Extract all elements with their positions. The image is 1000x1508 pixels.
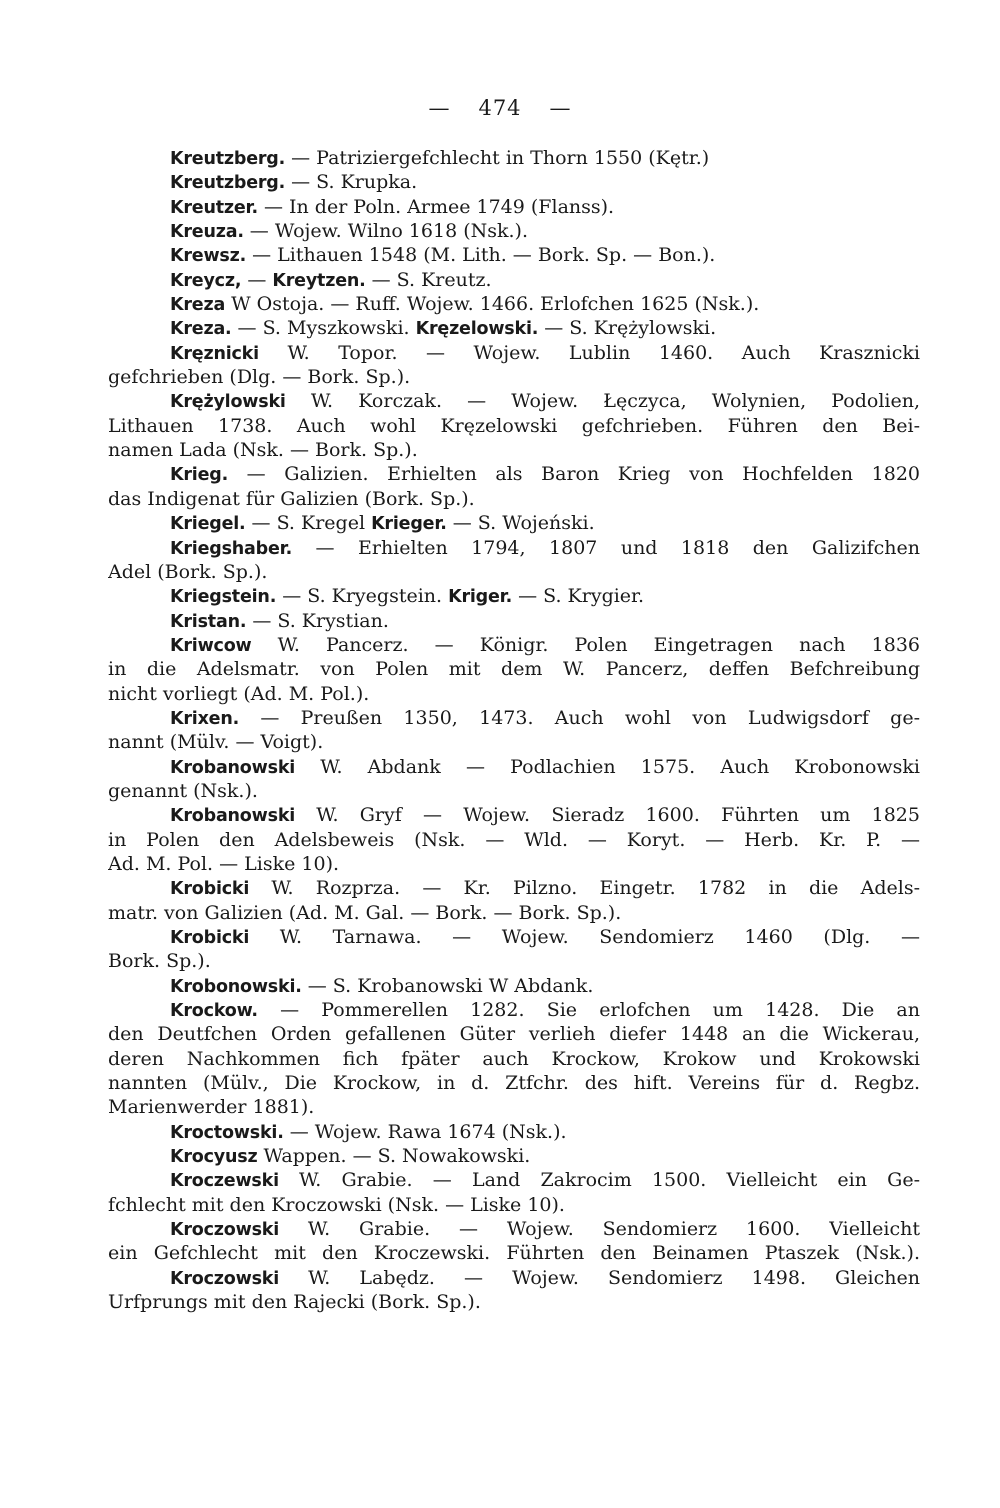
entry-headword: Krobanowski bbox=[170, 806, 296, 827]
entry-text: — Pommerellen 1282. Sie erlofchen um 1428. Die an bbox=[257, 999, 920, 1022]
entry-text: — bbox=[241, 268, 273, 291]
entry-text: genannt (Nsk.). bbox=[108, 779, 258, 802]
entry-headword: Krobicki bbox=[170, 928, 250, 948]
entry-headword: Kreytzen. bbox=[272, 270, 366, 291]
text-line bbox=[108, 1144, 920, 1168]
text-line bbox=[108, 292, 920, 316]
entry-text: — S. Krobanowski W Abdank. bbox=[301, 974, 594, 997]
entry-text: W. Grabie. — Land Zakrocim 1500. Vielleicht ein Ge- bbox=[278, 1169, 920, 1192]
entry-text: — Wojew. Rawa 1674 (Nsk.). bbox=[283, 1120, 567, 1143]
entry-text: in die Adelsmatr. von Polen mit dem W. Pancerz, deffen Befchreibung bbox=[108, 658, 920, 681]
entry-text: — Erhielten 1794, 1807 und 1818 den Galizifchen bbox=[292, 536, 920, 559]
text-line bbox=[108, 1290, 920, 1314]
entry-text: — S. Krupka. bbox=[285, 171, 418, 194]
entry-headword: Kriger. bbox=[448, 587, 513, 608]
text-line bbox=[108, 828, 920, 852]
entry-headword: Krobonowski. bbox=[170, 976, 302, 997]
entry-headword: Kristan. bbox=[170, 611, 247, 632]
text-line bbox=[108, 779, 920, 803]
entry-text: — Lithauen 1548 (M. Lith. — Bork. Sp. — Bon.). bbox=[246, 244, 716, 267]
text-line bbox=[108, 901, 920, 925]
text-line bbox=[108, 365, 920, 389]
text-line bbox=[108, 1217, 920, 1241]
entry-text: — S. Krężylowski. bbox=[538, 317, 717, 340]
entry-headword: Krixen. bbox=[170, 708, 240, 729]
text-line bbox=[108, 195, 920, 219]
entry-headword: Krockow. bbox=[170, 1001, 258, 1022]
entry-text: namen Lada (Nsk. — Bork. Sp.). bbox=[108, 439, 418, 462]
text-line bbox=[108, 682, 920, 706]
entry-text: W Ostoja. — Ruff. Wojew. 1466. Erlofchen 1625 (Nsk.). bbox=[225, 293, 760, 316]
entry-headword: Kręzelowski. bbox=[415, 319, 539, 340]
entry-text: W. Gryf — Wojew. Sieradz 1600. Führten um 1825 bbox=[295, 804, 920, 827]
entry-text: Lithauen 1738. Auch wohl Kręzelowski gefchrieben. Führen den Bei- bbox=[108, 414, 920, 437]
entry-headword: Kriegstein. bbox=[170, 587, 277, 608]
entry-headword: Kroctowski. bbox=[170, 1122, 284, 1143]
entry-headword: Kriegshaber. bbox=[170, 538, 293, 559]
entry-text: den Deutfchen Orden gefallenen Güter verlieh diefer 1448 an die Wickerau, bbox=[108, 1023, 920, 1046]
text-line bbox=[108, 584, 920, 608]
entry-text: matr. von Galizien (Ad. M. Gal. — Bork. — Bork. Sp.). bbox=[108, 901, 622, 924]
entry-headword: Krieger. bbox=[371, 514, 447, 535]
entry-text: fchlecht mit den Kroczowski (Nsk. — Liske 10). bbox=[108, 1193, 565, 1216]
page-number-dash-left: — bbox=[428, 96, 451, 120]
text-line bbox=[108, 1095, 920, 1119]
entry-text: nannten (Mülv., Die Krockow, in d. Ztfchr. des hift. Vereins für d. Regbz. bbox=[108, 1072, 920, 1095]
entry-text: Bork. Sp.). bbox=[108, 950, 211, 973]
entry-headword: Kreza bbox=[170, 295, 226, 316]
entry-text: — S. Myszkowski. bbox=[231, 317, 416, 340]
text-line bbox=[108, 243, 920, 267]
entry-text: Urfprungs mit den Rajecki (Bork. Sp.). bbox=[108, 1291, 481, 1314]
text-line bbox=[108, 268, 920, 292]
entry-text: nannt (Mülv. — Voigt). bbox=[108, 731, 324, 754]
entry-headword: Kreutzer. bbox=[170, 197, 258, 218]
entry-headword: Kroczowski bbox=[170, 1220, 280, 1241]
entry-text: — Patriziergefchlecht in Thorn 1550 (Kętr.) bbox=[285, 147, 710, 169]
entry-text: gefchrieben (Dlg. — Bork. Sp.). bbox=[108, 366, 411, 389]
text-line bbox=[108, 730, 920, 754]
entry-headword: Kriegel. bbox=[170, 514, 246, 535]
entry-headword: Krieg. bbox=[170, 465, 229, 486]
text-line bbox=[108, 1266, 920, 1290]
text-line bbox=[108, 1071, 920, 1095]
entry-headword: Kriwcow bbox=[170, 635, 252, 656]
entry-text: — S. Kreutz. bbox=[365, 268, 492, 291]
entry-headword: Kreycz, bbox=[170, 270, 242, 291]
entry-text: Adel (Bork. Sp.). bbox=[108, 560, 268, 583]
entry-headword: Kreutzberg. bbox=[170, 173, 286, 194]
text-line bbox=[108, 706, 920, 730]
text-line bbox=[108, 146, 920, 170]
text-line bbox=[108, 1168, 920, 1192]
text-line bbox=[108, 389, 920, 413]
entry-text: W. Tarnawa. — Wojew. Sendomierz 1460 (Dlg. — bbox=[249, 926, 920, 948]
page-number-dash-right: — bbox=[549, 96, 572, 120]
text-line bbox=[108, 755, 920, 779]
text-line bbox=[108, 852, 920, 876]
text-line bbox=[108, 487, 920, 511]
entry-headword: Krężylowski bbox=[170, 392, 286, 413]
page-number-value: 474 bbox=[478, 96, 522, 120]
entry-text: ein Gefchlecht mit den Kroczewski. Führten den Beinamen Ptaszek (Nsk.). bbox=[108, 1242, 920, 1265]
text-line bbox=[108, 998, 920, 1022]
entry-text: — In der Poln. Armee 1749 (Flanss). bbox=[257, 195, 615, 218]
text-line bbox=[108, 536, 920, 560]
text-line bbox=[108, 949, 920, 973]
page-number bbox=[0, 96, 1000, 120]
entry-text: Ad. M. Pol. — Liske 10). bbox=[108, 852, 340, 875]
text-line bbox=[108, 609, 920, 633]
text-line bbox=[108, 657, 920, 681]
text-line bbox=[108, 1241, 920, 1265]
text-line bbox=[108, 1022, 920, 1046]
text-line bbox=[108, 511, 920, 535]
entry-headword: Kreuza. bbox=[170, 222, 244, 243]
text-line bbox=[108, 438, 920, 462]
text-line bbox=[108, 341, 920, 365]
text-line bbox=[108, 462, 920, 486]
entry-text: — S. Krystian. bbox=[246, 609, 389, 632]
text-line bbox=[108, 170, 920, 194]
text-line bbox=[108, 219, 920, 243]
text-line bbox=[108, 316, 920, 340]
entry-headword: Kręznicki bbox=[170, 343, 259, 364]
entry-text: W. Abdank — Podlachien 1575. Auch Krobonowski bbox=[295, 755, 920, 778]
text-line bbox=[108, 1120, 920, 1144]
text-line bbox=[108, 414, 920, 438]
entry-headword: Krewsz. bbox=[170, 246, 247, 267]
entry-text: — S. Krygier. bbox=[512, 585, 645, 608]
entry-text: — S. Wojeński. bbox=[446, 512, 595, 535]
entry-text: deren Nachkommen fich fpäter auch Krockow, Krokow und Krokowski bbox=[108, 1047, 920, 1070]
entry-text: das Indigenat für Galizien (Bork. Sp.). bbox=[108, 487, 475, 510]
entry-text: — Preußen 1350, 1473. Auch wohl von Ludwigsdorf ge- bbox=[239, 706, 920, 729]
entry-headword: Krobicki bbox=[170, 879, 250, 900]
text-line bbox=[108, 1193, 920, 1217]
entry-headword: Krocyusz bbox=[170, 1147, 258, 1168]
entry-headword: Kroczewski bbox=[170, 1171, 279, 1192]
entry-headword: Kreutzberg. bbox=[170, 149, 286, 169]
text-line bbox=[108, 803, 920, 827]
text-line bbox=[108, 1047, 920, 1071]
dictionary-entries bbox=[108, 146, 920, 1315]
entry-text: — S. Kregel bbox=[245, 512, 372, 535]
entry-text: Wappen. — S. Nowakowski. bbox=[257, 1145, 531, 1168]
entry-headword: Kroczowski bbox=[170, 1268, 280, 1289]
text-line bbox=[108, 876, 920, 900]
entry-text: Marienwerder 1881). bbox=[108, 1096, 315, 1119]
text-line bbox=[108, 925, 920, 949]
text-line bbox=[108, 974, 920, 998]
entry-text: W. Rozprza. — Kr. Pilzno. Eingetr. 1782 in die Adels- bbox=[249, 877, 920, 900]
entry-text: W. Topor. — Wojew. Lublin 1460. Auch Krasznicki bbox=[258, 341, 920, 364]
entry-text: — Galizien. Erhielten als Baron Krieg von Hochfelden 1820 bbox=[228, 463, 920, 486]
entry-text: — S. Kryegstein. bbox=[276, 585, 449, 608]
entry-headword: Krobanowski bbox=[170, 757, 296, 778]
entry-text: W. Korczak. — Wojew. Łęczyca, Wolynien, Podolien, bbox=[285, 390, 920, 413]
text-line bbox=[108, 560, 920, 584]
entry-text: W. Pancerz. — Königr. Polen Eingetragen nach 1836 bbox=[251, 633, 920, 656]
entry-text: W. Grabie. — Wojew. Sendomierz 1600. Vielleicht bbox=[279, 1218, 920, 1241]
entry-headword: Kreza. bbox=[170, 319, 232, 340]
entry-text: nicht vorliegt (Ad. M. Pol.). bbox=[108, 682, 370, 705]
text-line bbox=[108, 633, 920, 657]
entry-text: W. Labędz. — Wojew. Sendomierz 1498. Gleichen bbox=[279, 1266, 920, 1289]
entry-text: — Wojew. Wilno 1618 (Nsk.). bbox=[243, 220, 528, 243]
entry-text: in Polen den Adelsbeweis (Nsk. — Wld. — Koryt. — Herb. Kr. P. — bbox=[108, 828, 920, 851]
